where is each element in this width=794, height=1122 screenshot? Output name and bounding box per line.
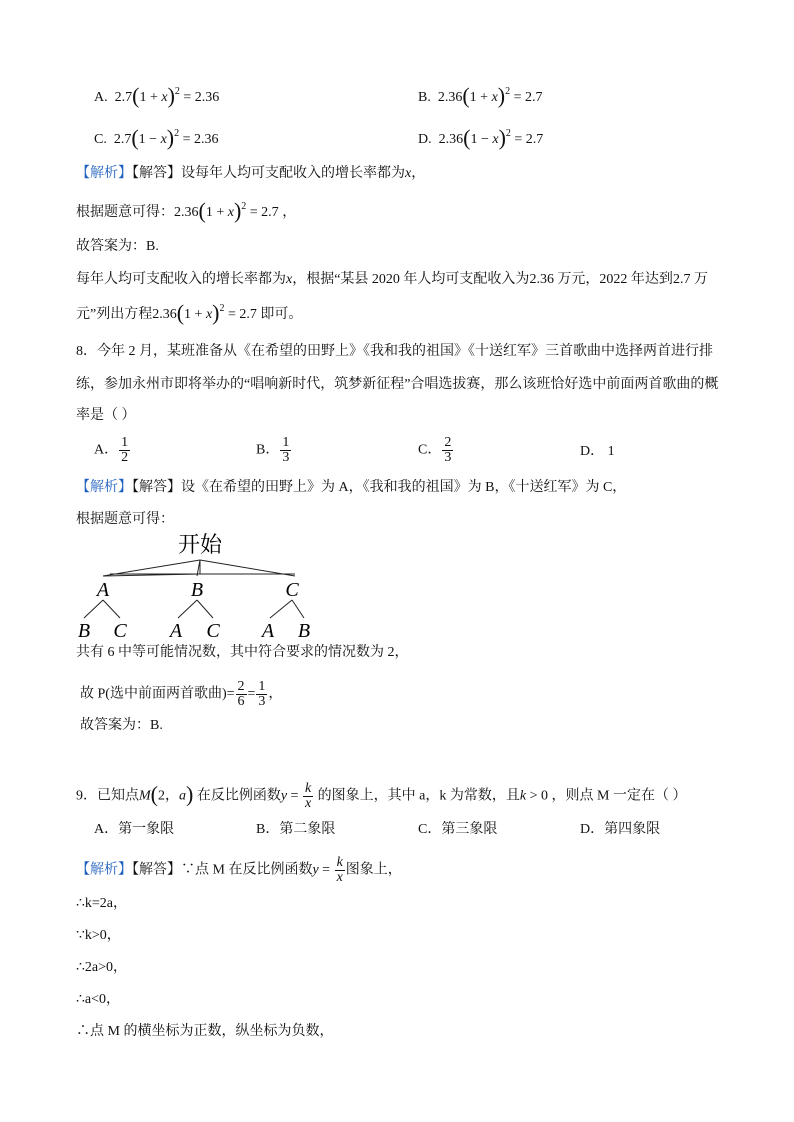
tree-leaf-a-b: B <box>77 620 91 642</box>
q9-solution-line-5: ∴a<0， <box>76 992 121 1007</box>
tree-leaf-a-c: C <box>113 620 127 642</box>
tree-node-b: B <box>190 579 204 601</box>
tree-leaf-b-c: C <box>206 620 220 642</box>
tree-leaf-c-a: A <box>261 620 275 642</box>
q8-stem-line-3: 率是（ ） <box>76 408 136 423</box>
tree-leaf-c-b: B <box>297 620 311 642</box>
tree-node-a: A <box>96 579 110 601</box>
tree-diagram <box>70 530 330 642</box>
q8-option-b: B． $\frac{1}{3}$ <box>256 435 290 465</box>
q7-solution-line-1: 【解析】【解答】设每年人均可支配收入的增长率都为x， <box>76 166 426 181</box>
q9-solution-line-2: ∴k=2a， <box>76 896 128 911</box>
q7-solution-line-3: 故答案为：B. <box>76 239 159 254</box>
q9-option-c: C．第三象限 <box>418 822 498 837</box>
q9-solution-line-3: ∵k>0， <box>76 928 121 943</box>
q9-solution-line-6: ∴点 M 的横坐标为正数，纵坐标为负数， <box>76 1024 334 1039</box>
q7-option-b: B. $2.36(1 + x)^2 = 2.7$ <box>418 83 543 108</box>
q7-option-c: C. $2.7(1 - x)^2 = 2.36$ <box>94 125 219 150</box>
q9-option-a: A．第一象限 <box>94 822 175 837</box>
q8-option-d: D． 1 <box>580 444 615 459</box>
q8-solution-line-5: 故答案为：B. <box>80 718 163 733</box>
q9-solution-line-4: ∴2a>0， <box>76 960 128 975</box>
q9-option-b: B．第二象限 <box>256 822 336 837</box>
tree-leaf-b-a: A <box>169 620 183 642</box>
q7-note-line-2: 元”列出方程$2.36(1 + x)^2 = 2.7$ 即可。 <box>76 300 303 325</box>
q7-option-a: A. $2.7(1 + x)^2 = 2.36$ <box>94 83 220 108</box>
q8-solution-line-3: 共有 6 中等可能情况数，其中符合要求的情况数为 2， <box>76 645 409 660</box>
q8-stem-line-1: 8．今年 2 月，某班准备从《在希望的田野上》《我和我的祖国》《十送红军》三首歌曲中选择两首进行排 <box>76 344 713 359</box>
q9-stem: 9．已知点M(2，a) 在反比例函数y = $\frac{k}{x}$ 的图象上，其中 a，k 为常数，且k > 0 ，则点 M 一定在（ ） <box>76 781 687 811</box>
q8-solution-line-2: 根据题意可得： <box>76 512 174 527</box>
q8-solution-line-4: 故 P(选中前面两首歌曲)= $\frac{2}{6}$ = $\frac{1}{3}$ ， <box>80 679 283 709</box>
tree-root: 开始 <box>177 532 223 557</box>
q9-solution-line-1: 【解析】【解答】∵点 M 在反比例函数y = $\frac{k}{x}$ 图象上， <box>76 855 402 885</box>
tree-node-c: C <box>285 579 299 601</box>
q7-solution-line-2: 根据题意可得：$2.36(1 + x)^2 = 2.7$ ， <box>76 198 297 223</box>
q8-option-a: A． $\frac{1}{2}$ <box>94 435 129 465</box>
q7-option-d: D. $2.36(1 - x)^2 = 2.7$ <box>418 125 544 150</box>
q8-stem-line-2: 练，参加永州市即将举办的“唱响新时代，筑梦新征程”合唱选拔赛，那么该班恰好选中前面两首歌曲的概 <box>76 377 719 392</box>
q8-solution-line-1: 【解析】【解答】设《在希望的田野上》为 A，《我和我的祖国》为 B，《十送红军》为 C， <box>76 480 627 495</box>
q7-note-line-1: 每年人均可支配收入的增长率都为x，根据“某县 2020 年人均可支配收入为2.36 万元，2022 年达到2.7 万 <box>76 272 708 287</box>
q8-option-c: C． $\frac{2}{3}$ <box>418 435 452 465</box>
q9-option-d: D．第四象限 <box>580 822 661 837</box>
